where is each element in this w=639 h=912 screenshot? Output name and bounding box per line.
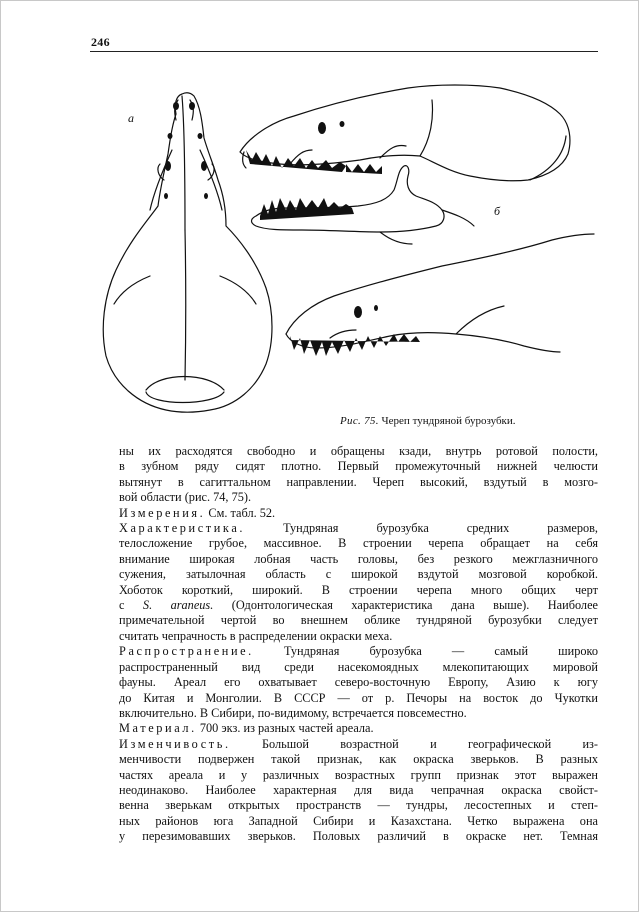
text-line: примечательной чертой во внешнем облике тундряной бурозубки следует [119, 613, 598, 628]
figure-label-b: б [494, 204, 501, 218]
text-line: ных районов юга Западной Сибири и Казахстана. Четко выражена она [119, 813, 598, 828]
figure-label-a: а [128, 111, 134, 125]
text-fragment: Большой возрастной и географической из- [230, 736, 598, 751]
section-heading-variability: Изменчивость. [119, 736, 231, 751]
text-line: менчивости подвержен такой признак, как окраска зверьков. В разных [119, 752, 598, 767]
text-line: внимание широкая лобная часть головы, без резкого межглазничного [119, 551, 598, 566]
text-line: сужения, затылочная область с широкой вздутой мозговой коробкой. [119, 567, 598, 582]
figure-caption [340, 415, 516, 427]
page-number: 246 [91, 35, 110, 49]
skull-lateral-view-lower [286, 234, 594, 352]
skull-illustration [90, 80, 600, 430]
paragraph-measurements [119, 506, 598, 521]
paragraph-material [119, 721, 598, 736]
section-heading-characteristics: Характеристика. [119, 521, 246, 536]
text-line: включительно. В Сибири, по-видимому, встречается повсеместно. [119, 705, 467, 720]
text-line: в зубном ряду сидят плотно. Первый промежуточный нижней челюсти [119, 459, 598, 474]
text-fragment: См. табл. 52. [205, 505, 276, 520]
species-name: S. araneus. [142, 598, 214, 613]
text-fragment: Тундряная бурозубка средних размеров, [245, 521, 598, 536]
figure-75 [90, 80, 600, 430]
text-fragment: 700 экз. из разных частей ареала. [196, 721, 374, 736]
text-line: ны их расходятся свободно и обращены кзади, внутрь ротовой полости, [119, 444, 598, 458]
text-line: вытянут в сагиттальном направлении. Череп высокий, вздутый в мозго- [119, 474, 598, 489]
text-fragment: с [119, 598, 143, 613]
body-text [119, 444, 598, 845]
text-line: распространенный вид среди насекомоядных млекопитающих мировой [119, 659, 598, 674]
mandible-view [252, 166, 475, 244]
text-line: Хоботок короткий, широкий. В строении черепа много общих черт [119, 582, 598, 597]
paragraph-distribution [119, 644, 598, 659]
paragraph-variability [119, 737, 598, 752]
section-heading-measurements: Измерения. [119, 505, 206, 520]
text-line: у перезимовавших зверьков. Половых различий в окраске нет. Темная [119, 829, 598, 844]
header-rule [90, 51, 598, 52]
skull-dorsal-view [103, 93, 272, 413]
text-line: частях ареала и у различных возрастных групп признак этот выражен [119, 767, 598, 782]
text-line: венна зверькам открытых пространств — тундры, лесостепных и степ- [119, 798, 598, 813]
caption-prefix: Рис. 75. [340, 415, 379, 427]
text-line: вой области (рис. 74, 75). [119, 490, 252, 505]
text-line-species [119, 598, 598, 613]
text-line: считать чепрачность в распределении окраски меха. [119, 628, 393, 643]
section-heading-material: Материал. [119, 721, 197, 736]
text-fragment: Тундряная бурозубка — самый широко [253, 644, 598, 659]
text-line: телосложение грубое, массивное. В строении черепа обращает на себя [119, 536, 598, 551]
caption-text: Череп тундряной бурозубки. [381, 415, 516, 427]
paragraph-characteristics [119, 521, 598, 536]
section-heading-distribution: Распространение. [119, 644, 254, 659]
text-line: фауны. Ареал его охватывает северо-восточную Европу, Азию к югу [119, 675, 598, 690]
text-line: до Китая и Монголии. В СССР — от р. Печоры на восток до Чукотки [119, 690, 598, 705]
text-line: неодинаково. Наиболее характерная для вида чепрачная окраска свойст- [119, 782, 598, 797]
text-fragment: (Одонтологическая характеристика дана выше). Наиболее [213, 598, 598, 613]
